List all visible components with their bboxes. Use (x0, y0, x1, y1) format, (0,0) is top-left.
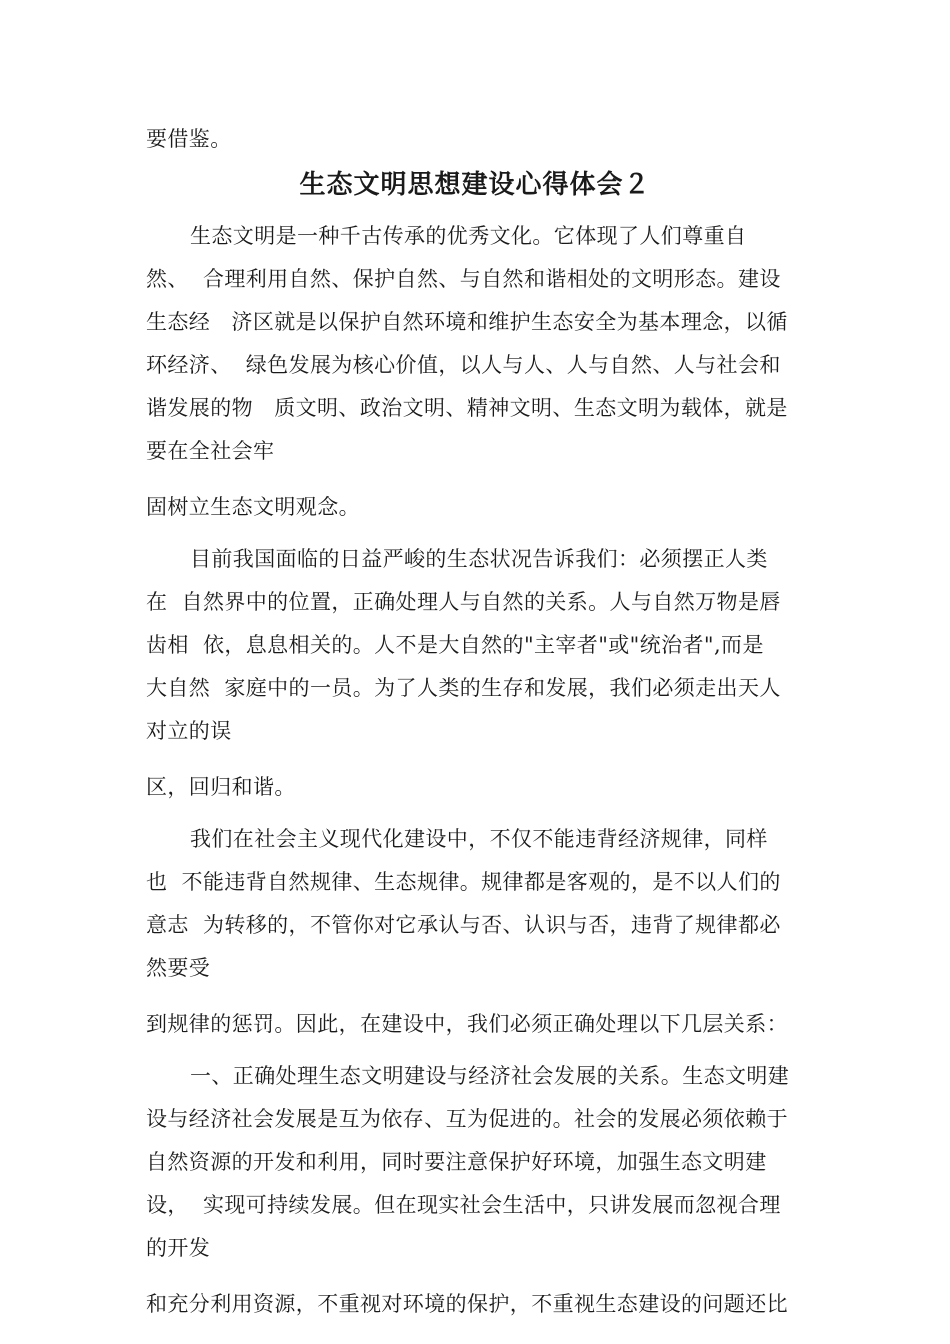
text-line: 谐发展的物 质文明、政治文明、精神文明、生态文明为载体，就是 (146, 396, 788, 420)
text-line: 意志 为转移的，不管你对它承认与否、认识与否，违背了规律都必 (146, 913, 781, 937)
text-line: 自然资源的开发和利用，同时要注意保护好环境，加强生态文明建 (146, 1150, 767, 1174)
text-line: 我们在社会主义现代化建设中，不仅不能违背经济规律，同样 (190, 827, 768, 851)
text-line: 固树立生态文明观念。 (146, 495, 360, 519)
text-line: 齿相 依，息息相关的。人不是大自然的"主宰者"或"统治者",而是 (146, 633, 764, 657)
text-line: 然要受 (146, 956, 211, 980)
text-line: 生态文明是一种千古传承的优秀文化。它体现了人们尊重自 (190, 224, 747, 248)
text-line: 在 自然界中的位置，正确处理人与自然的关系。人与自然万物是唇 (146, 590, 781, 614)
text-line: 大自然 家庭中的一员。为了人类的生存和发展，我们必须走出天人 (146, 676, 781, 700)
text-line: 生态经 济区就是以保护自然环境和维护生态安全为基本理念，以循 (146, 310, 788, 334)
text-line: 也 不能违背自然规律、生态规律。规律都是客观的，是不以人们的 (146, 870, 781, 894)
text-line: 设与经济社会发展是互为依存、互为促进的。社会的发展必须依赖于 (146, 1107, 788, 1131)
text-line: 对立的误 (146, 719, 232, 743)
text-line: 然、 合理利用自然、保护自然、与自然和谐相处的文明形态。建设 (146, 267, 781, 291)
text-line: 设， 实现可持续发展。但在现实社会生活中，只讲发展而忽视合理 (146, 1193, 781, 1217)
document-title: 生态文明思想建设心得体会２ (299, 170, 651, 200)
continuation-text: 要借鉴。 (146, 127, 232, 151)
text-line: 一、正确处理生态文明建设与经济社会发展的关系。生态文明建 (190, 1064, 790, 1088)
text-line: 的开发 (146, 1236, 211, 1260)
text-line: 区，回归和谐。 (146, 775, 296, 799)
text-line: 和充分利用资源，不重视对环境的保护，不重视生态建设的问题还比 (146, 1292, 788, 1316)
text-line: 环经济、 绿色发展为核心价值，以人与人、人与自然、人与社会和 (146, 353, 781, 377)
text-line: 要在全社会牢 (146, 439, 275, 463)
text-line: 到规律的惩罚。因此，在建设中，我们必须正确处理以下几层关系： (146, 1012, 788, 1036)
text-line: 目前我国面临的日益严峻的生态状况告诉我们：必须摆正人类 (190, 547, 768, 571)
